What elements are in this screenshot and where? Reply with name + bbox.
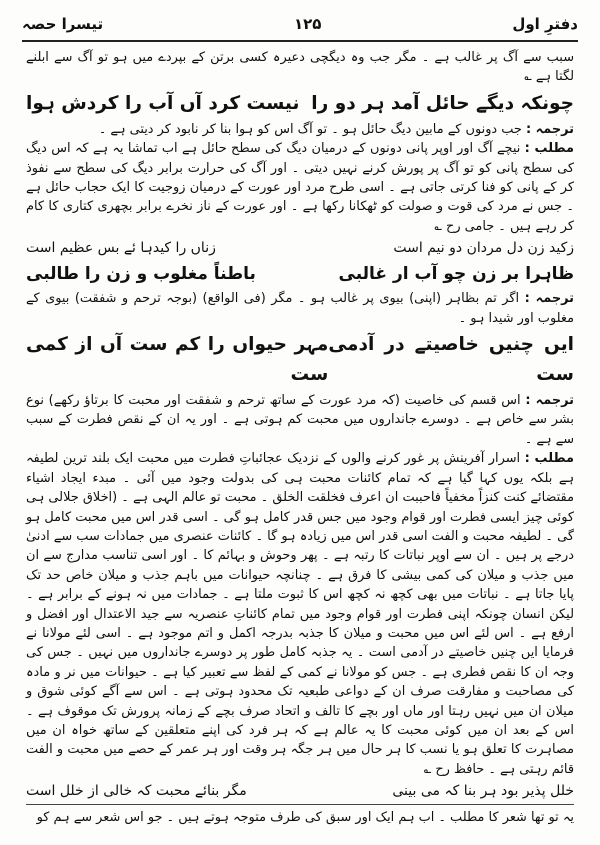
paragraph-text: اس قسم کی خاصیت (کہ مرد عورت کے ساتھ ترحم و شفقت اور محبت کا برتاؤ رکھے) نوع بشر سے خاص ہے ۔ دوسرے جانداروں میں محبت کم ہوتی ہے ۔ اور یہ ان کے نقص فطرت کے سبب سے ہے ۔: [26, 393, 574, 447]
paragraph-text: نیچے آگ اور اوپر پانی دونوں کے درمیان دیگ کی سطح حائل ہے اب تماشا یہ ہے کہ اس دیگ کی سطح پانی کو تو آگ پر پورش کرنے نہیں دیتی ۔ اور آگ کی حرارت برابر دیگ کی سطح سے نفوذ کر کے پانی کو فنا کرتی جاتی ہے ۔ اسی طرح مرد اور عورت کے درمیان زوجیت کا ایک حجاب حائل ہے ۔ جس نے مرد کی قوت و صولت کو ٹھکانا رکھا ہے ۔ اور عورت کے ناز نخرے برابر بچھری کتاری کا کام کر رہے ہیں ۔ جامی رح ؎: [26, 141, 574, 234]
verse-first-hemistich: خلل پذیر بود ہر بنا کہ می بینی: [392, 783, 574, 800]
header-book-part: دفترِ اول: [512, 15, 578, 33]
labeled-paragraph: [26, 391, 574, 449]
page-number: ۱۲۵: [293, 15, 322, 33]
verse-first-hemistich: ظاہرا بر زن چو آب ار غالبی: [338, 264, 574, 285]
page-header: [22, 8, 578, 40]
verse-first-hemistich: ایں چنیں خاصیتے در آدمی ست: [328, 334, 574, 386]
verse-second-hemistich: باطناً مغلوب و زن را طالبی: [26, 264, 256, 285]
verse-second-hemistich: نیست کرد آں آب را کردش ہوا: [26, 92, 300, 114]
paragraph-label: ترجمہ :: [526, 121, 574, 137]
verse-second-hemistich: مہر حیواں را کم ست آں از کمی ست: [26, 334, 329, 386]
paragraph-text: اگر تم بظاہر (اپنی) بیوی پر غالب ہو ۔ مگر (فی الواقع) (بوجہ ترحم و شفقت) بیوی کے مغلوب اور شیدا ہو ۔: [26, 291, 574, 326]
verse-couplet: [26, 330, 574, 390]
verse-second-hemistich: زناں را کیدہا ئے بس عظیم است: [26, 240, 216, 257]
paragraph-text: سبب سے آگ پر غالب ہے ۔ مگر جب وہ دیگچی دعیرہ کسی برتن کے بپردے میں ہو تو آگ سے ابلنے لگتا ہے ؎: [26, 50, 574, 85]
verse-couplet: [26, 260, 574, 288]
verse-couplet: [26, 89, 574, 119]
verse-couplet: [26, 238, 574, 258]
labeled-paragraph: [26, 120, 574, 139]
labeled-paragraph: [26, 449, 574, 779]
header-rule: [22, 40, 578, 42]
verse-second-hemistich: مگر بنائے محبت کہ خالی از خلل است: [26, 783, 247, 800]
labeled-paragraph: [26, 139, 574, 236]
labeled-paragraph: [26, 289, 574, 328]
header-section: تیسرا حصہ: [22, 15, 104, 33]
section-divider: [26, 804, 574, 805]
paragraph-text: اسرار آفرینش پر غور کرنے والوں کے نزدیک عجائباتِ فطرت میں محبت ایک بلند ترین لطیفہ ہے بلکہ یوں کہا گیا ہے کہ تمام کائنات محبت ہی کی بدولت وجود میں آئی ۔ مبدء ایجاد اشیاء مقتضائے کنت کنزاً مخفیاً فاحببت ان اعرف فخلقت الخلق ۔ محبت تو عالم الہی ہے ۔ (اخلاق جلالی ہی کوئی چیز ایسی فطرت اور قوام وجود میں جس قدر کامل ہو گی ۔ اسی قدر اس میں محبت کامل ہو گی ۔ لطیفہ محبت و الفت اسی قدر اس میں زیادہ ہو گا ۔ کائنات عنصری میں جمادات سب سے ادنیٰ درجے پر ہیں ۔ ان سے اوپر نباتات کا رتبہ ہے ۔ پھر وحوش و بہائم کا ۔ اور اسی تناسب مدارج سے ان میں جذب و میلان کی کمی بیشی کا فرق ہے ۔ چنانچہ حیوانات میں باہم جذب و میلان خاص حد تک پایا جاتا ہے ۔ نباتات میں بھی کچھ نہ کچھ اس کا ثبوت ملتا ہے ۔ جمادات میں نہ ہونے کے برابر ہے ۔ لیکن انسان چونکہ اپنی فطرت اور قوام وجود میں تمام کائناتِ عنصریہ سے جید الاعتدال اور افضل و ارفع ہے ۔ اس لئے اس میں محبت و میلان کا جذبہ بدرجہ اکمل و اتم موجود ہے ۔ اسی لئے مولانا نے فرمایا ایں چنیں خاصیتے در آدمی است ۔ یہ جذبہ کامل طور پر دوسرے جانداروں میں نہیں ۔ جس کی وجہ ان کا نقص فطری ہے ۔ جس کو مولانا نے کمی کے لفظ سے تعبیر کیا ہے ۔ حیوانات میں نر و مادہ کی مصاحبت و مفارقت صرف ان کے دواعی طبعیہ تک محدود ہوتی ہے ۔ اس سے آگے کوئی شوق و میلان ان میں نہیں رہتا اور ماں اور بچے کا تالف و اتحاد صرف بچے کے زمانہ پرورش تک موقوف ہے ۔ اس کے بعد ان میں کوئی محبت کا یہ عالم ہے کہ ہر فرد کی اپنے متعلقین کے ساتھ خواہ ان میں مصاہرت کا تعلق ہو یا نسب کا ہر حال میں ہر جگہ ہر وقت اور ہر عمر کے حصے میں محبت و الفت قائم رہتی ہے ۔ حافظ رح ؎: [26, 451, 574, 777]
paragraph-label: مطلب :: [524, 141, 574, 157]
paragraph-label: ترجمہ :: [524, 291, 575, 307]
verse-couplet: [26, 781, 574, 801]
paragraph: [26, 48, 574, 87]
paragraph-text: یہ تو تھا شعر کا مطلب ۔ اب ہم ایک اور سبق کی طرف متوجہ ہوتے ہیں ۔ جو اس شعر سے ہم کو: [36, 810, 574, 826]
paragraph-text: جب دونوں کے مابین دیگ حائل ہو ۔ تو آگ اس کو ہوا بنا کر نابود کر دیتی ہے ۔: [98, 121, 522, 137]
paragraph: [26, 808, 574, 827]
verse-first-hemistich: زکید زن دل مردان دو نیم است: [393, 240, 574, 257]
paragraph-label: مطلب :: [524, 451, 574, 467]
verse-first-hemistich: چونکہ دیگے حائل آمد ہر دو را: [311, 92, 574, 114]
page-body: [26, 48, 574, 839]
paragraph-label: ترجمہ :: [525, 393, 574, 409]
